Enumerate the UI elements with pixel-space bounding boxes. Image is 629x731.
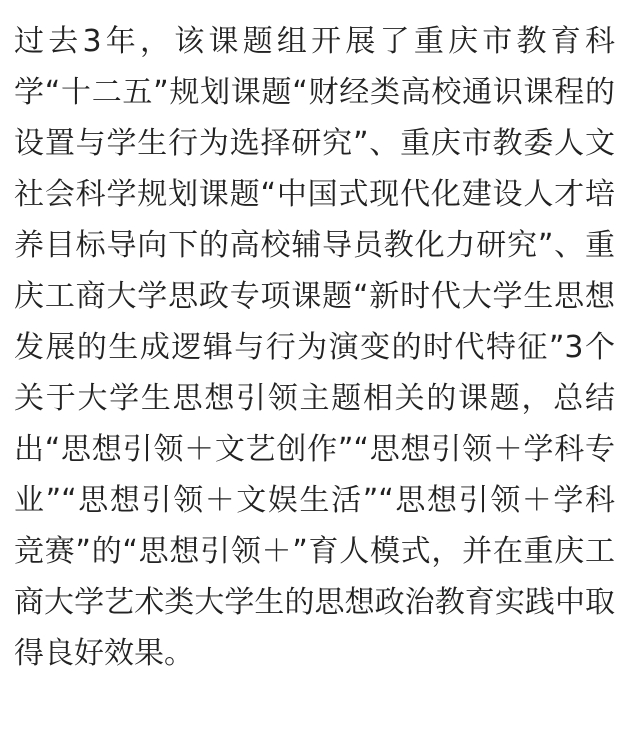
document-paragraph: 过去3年，该课题组开展了重庆市教育科学“十二五”规划课题“财经类高校通识课程的设置与学生行为选择研究”、重庆市教委人文社会科学规划课题“中国式现代化建设人才培养目标导向下的高校辅导员教化力研究”、重庆工商大学思政专项课题“新时代大学生思想发展的生成逻辑与行为演变的时代特征”3个关于大学生思想引领主题相关的课题，总结出“思想引领＋文艺创作”“思想引领＋学科专业”“思想引领＋文娱生活”“思想引领＋学科竞赛”的“思想引领＋”育人模式，并在重庆工商大学艺术类大学生的思想政治教育实践中取得良好效果。 bbox=[14, 24, 615, 671]
